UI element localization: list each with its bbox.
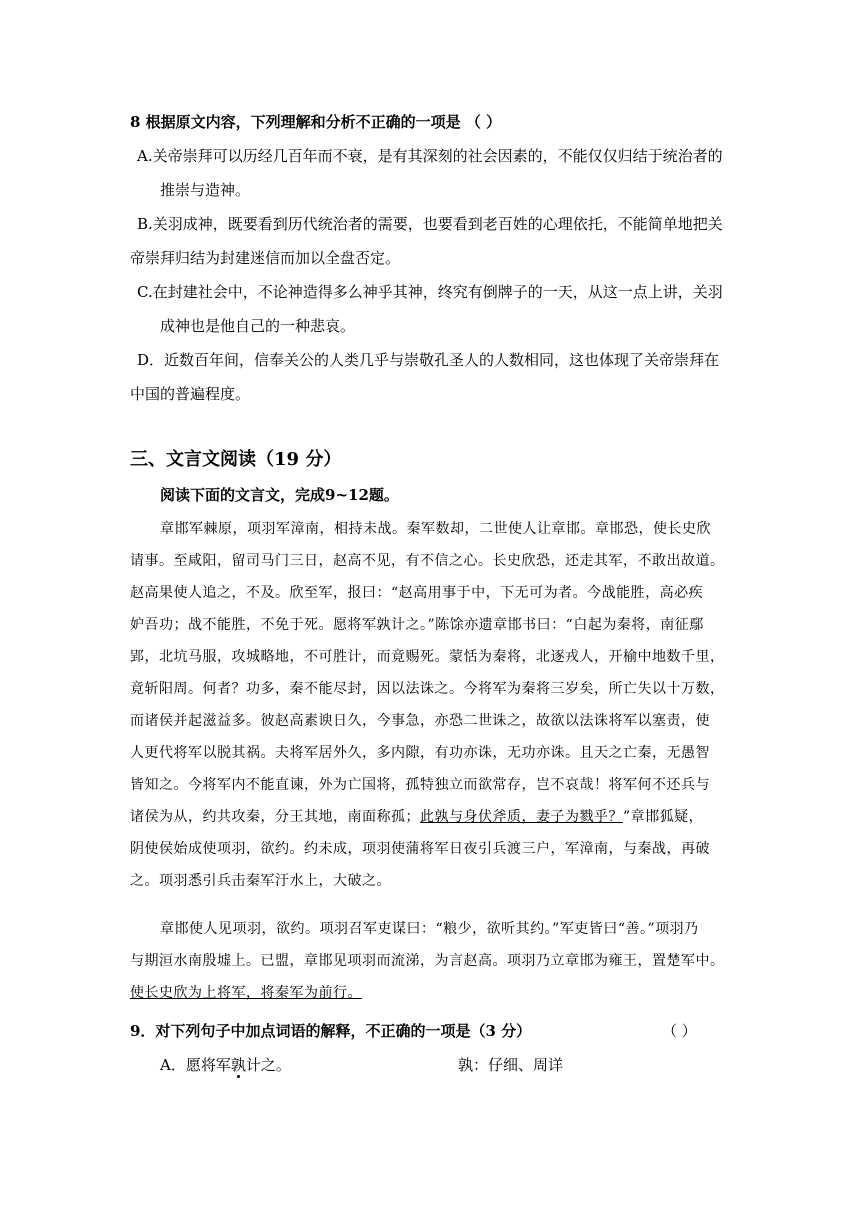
q8-option-c-line1: C.在封建社会中，不论神造得多么神乎其神，终究有倒牌子的一天，从这一点上讲，关羽 (137, 283, 723, 301)
passage-line: 章邯军棘原，项羽军漳南，相持未战。秦军数却，二世使人让章邯。章邯恐，使长史欣 (160, 521, 711, 537)
passage-line: 赵高果使人追之，不及。欣至军，报曰：“赵高用事于中，下无可为者。今战能胜，高必疾 (130, 585, 704, 601)
passage-line: 与期洹水南殷墟上。已盟，章邯见项羽而流涕，为言赵高。项羽乃立章邯为雍王，置楚军中。 (130, 953, 725, 969)
q9-answer-paren: （ ） (662, 1022, 697, 1040)
passage-line: 郢，北坑马服，攻城略地，不可胜计，而竟赐死。蒙恬为秦将，北逐戎人，开榆中地数千里， (130, 649, 725, 665)
passage-line: 竟斩阳周。何者？功多，秦不能尽封，因以法诛之。今将军为秦将三岁矣，所亡失以十万数， (130, 681, 725, 697)
q8-option-a-line1: A.关帝崇拜可以历经几百年而不衰，是有其深刻的社会因素的，不能仅仅归结于统治者的 (137, 147, 723, 165)
q8-option-c-line2: 成神也是他自己的一种悲哀。 (160, 317, 356, 335)
q9-option-a (160, 1055, 291, 1075)
section-instruction: 阅读下面的文言文，完成9~12题。 (160, 486, 399, 504)
q9-option-a-text: A．愿将军 (160, 1056, 231, 1074)
q8-option-d-line2: 中国的普遍程度。 (130, 385, 251, 403)
q8-option-b-line2: 帝崇拜归结为封建迷信而加以全盘否定。 (130, 249, 401, 267)
q8-stem: 8 根据原文内容，下列理解和分析不正确的一项是 （ ） (130, 113, 502, 131)
passage-line: 请事。至咸阳，留司马门三日，赵高不见，有不信之心。长史欣恐，还走其军，不敢出故道。 (130, 553, 725, 569)
q9-option-a-text: 计之。 (245, 1056, 291, 1074)
passage-line: 而诸侯并起滋益多。彼赵高素谀日久，今事急，亦恐二世诛之，故欲以法诛将军以塞责，使 (130, 713, 710, 729)
passage-line: 人更代将军以脱其祸。夫将军居外久，多内隙，有功亦诛，无功亦诛。且天之亡秦，无愚智 (130, 745, 710, 761)
passage-line-with-underline (130, 807, 703, 827)
passage-line: 皆知之。今将军内不能直谏，外为亡国将，孤特独立而欲常存，岂不哀哉！将军何不还兵与 (130, 777, 710, 793)
q9-stem: 9．对下列句子中加点词语的解释，不正确的一项是（3 分） (130, 1022, 532, 1040)
q8-option-d-line1: D．近数百年间，信奉关公的人类几乎与崇敬孔圣人的人数相同，这也体现了关帝崇拜在 (137, 351, 720, 369)
passage-line: 之。项羽悉引兵击秦军汙水上，大破之。 (130, 873, 391, 889)
underlined-sentence: 此孰与身伏斧质，妻子为戮乎？ (420, 809, 623, 825)
passage-line: 妒吾功；战不能胜，不免于死。愿将军孰计之。”陈馀亦遗章邯书曰：“白起为秦将，南征鄢 (130, 617, 704, 633)
passage-text: ”章邯狐疑， (623, 809, 704, 825)
q8-option-a-line2: 推崇与造神。 (160, 181, 251, 199)
passage-line: 章邯使人见项羽，欲约。项羽召军吏谋曰：“粮少，欲听其约。”军吏皆曰“善。”项羽乃 (160, 921, 699, 937)
passage-line: 阴使侯始成使项羽，欲约。约未成，项羽使蒲将军日夜引兵渡三户，军漳南，与秦战，再破 (130, 841, 710, 857)
passage-text: 诸侯为从，约共攻秦，分王其地，南面称孤； (130, 809, 420, 825)
underlined-sentence: 使长史欣为上将军，将秦军为前行。 (130, 985, 362, 1001)
q8-option-b-line1: B.关羽成神，既要看到历代统治者的需要，也要看到老百姓的心理依托，不能简单地把关 (137, 215, 723, 233)
section-title: 三、文言文阅读（19 分） (130, 449, 342, 470)
emphasis-dotted-word: 孰 (230, 1056, 246, 1074)
q9-option-a-explanation: 孰：仔细、周详 (458, 1056, 564, 1074)
